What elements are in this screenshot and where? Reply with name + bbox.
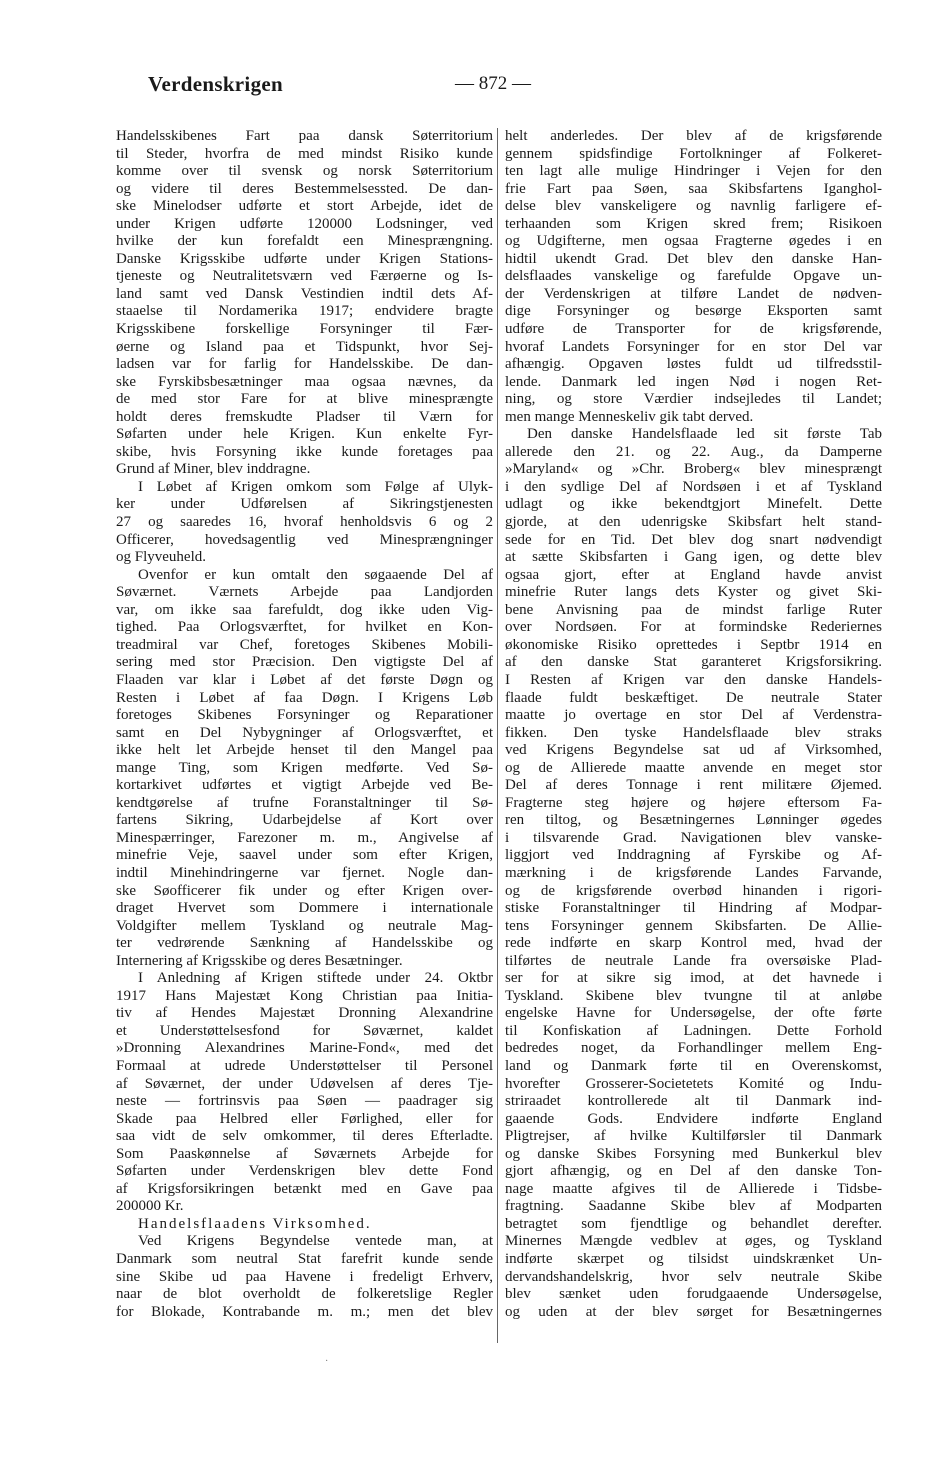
text-line: for Blokade, Kontrabande m. m.; men det blev [116, 1303, 493, 1320]
text-line: ske Fyrskibsbesætninger maa ogsaa nævnes, da [116, 373, 493, 390]
text-line: gjorde, at den udenrigske Skibsfart helt stand- [505, 514, 882, 531]
text-line: tighed. Paa Orlogsværftet, for hvilket en Kon- [116, 619, 493, 636]
text-line: fikken. Den tyske Handelsflaade blev straks [505, 724, 882, 741]
text-line: Skade paa Helbred eller Førlighed, eller for [116, 1110, 493, 1127]
text-line: og danske Skibes Forsyning med Bunkerkul blev [505, 1145, 882, 1162]
text-line: Minespærringer, Farezoner m. m., Angivelse af [116, 829, 493, 846]
text-line: 200000 Kr. [116, 1198, 184, 1215]
text-line: delsflaades vanskelige og farefulde Opgave un- [505, 268, 882, 285]
text-line: Minernes Mængde vedblev at øges, og Tyskland [505, 1233, 882, 1250]
text-line: »Dronning Alexandrines Marine-Fond«, med det [116, 1040, 493, 1057]
text-line: mærkning i de krigsførende Landes Farvande, [505, 864, 882, 881]
text-line: og uden at der blev sørget for Besætningernes [505, 1303, 882, 1320]
text-line: Officerer, hovedsagentlig ved Minesprængninger [116, 531, 493, 548]
text-line: striraadet kontrollerede alt til Danmark ind- [505, 1093, 882, 1110]
text-line: »Maryland« og »Chr. Broberg« blev minesprængt [505, 461, 882, 478]
text-line: Fragterne steg højere og højere eftersom Fa- [505, 794, 882, 811]
text-line: samt en Del Nybygninger af Orlogsværftet, et [116, 724, 493, 741]
text-line: I Anledning af Krigen stiftede under 24. Oktbr [138, 970, 493, 987]
text-line: økonomiske Risiko oprettedes i Septbr 1914 en [505, 636, 882, 653]
text-line: gennem spidsfindige Fortolkninger af Folkeret- [505, 145, 882, 162]
page-header [116, 70, 876, 104]
text-line: Internering af Krigsskibe og deres Besætninger. [116, 952, 403, 969]
text-line: dige Forsyninger og besørge Eksporten samt [505, 303, 882, 320]
text-line: 1917 Hans Majestæt Kong Christian paa Initia- [116, 987, 493, 1004]
text-line: ladsen var for farlig for Handelsskibe. De dan- [116, 356, 493, 373]
text-line: rede indførte en skarp Kontrol med, hvad der [505, 935, 882, 952]
text-line: Grund af Miner, blev inddragne. [116, 461, 311, 478]
text-line: af Søværnet, der under Udøvelsen af deres Tje- [116, 1075, 493, 1092]
print-speck: · [325, 1356, 329, 1367]
text-line: udføre de Transporter for de krigsførende, [505, 321, 882, 338]
text-line: allerede den 21. og 22. Aug., da Damperne [505, 443, 882, 460]
text-line: Søfarten under Verdenskrigen blev dette Fond [116, 1163, 493, 1180]
text-line: Flaaden var klar i Løbet af det første Døgn og [116, 671, 493, 688]
text-line: hvoraf Landets Forsyninger for en stor Del var [505, 338, 882, 355]
text-line: ikke helt let Arbejde henset til den Mangel paa [116, 742, 493, 759]
text-line: under Krigen udførte 120000 Lodsninger, ved [116, 215, 493, 232]
text-line: komme over til svensk og norsk Søterritorium [116, 163, 493, 180]
text-line: dervandshandelskrig, hvor selv neutrale Skibe [505, 1268, 882, 1285]
text-line: lende. Danmark led ingen Nød i nogen Ret- [505, 373, 882, 390]
text-line: og de Allierede maatte anvende en meget stor [505, 759, 882, 776]
text-line: og videre til deres Bestemmelsessted. De dan- [116, 180, 493, 197]
text-line: ske Minelodser udførte et stort Arbejde, idet de [116, 198, 493, 215]
text-line: og de krigsførende overbød hinanden i rigori- [505, 882, 882, 899]
text-line: gjort afhængig, og en Del af den danske Ton- [505, 1163, 882, 1180]
text-line: tjeneste og Neutralitetsværn ved Færøerne og Is- [116, 268, 493, 285]
text-line: Pligtrejser, af hvilke Kultilførsler til Danmark [505, 1128, 882, 1145]
text-line: I Resten af Krigen var den danske Handels- [505, 671, 882, 688]
text-line: ved Krigens Begyndelse sat ud af Virksomhed, [505, 742, 882, 759]
text-line: land samt ved Dansk Vestindien indtil dets Af- [116, 285, 493, 302]
text-line: naar de blot overholdt de folkeretslige Regler [116, 1286, 493, 1303]
text-line: minefrie Veje, saavel under som efter Krigen, [116, 847, 493, 864]
text-line: af den danske Stat garanteret Krigsforsikring. [505, 654, 882, 671]
text-line: udlagt og ikke bekendtgjort Minefelt. Dette [505, 496, 882, 513]
text-line: kortarkivet udførtes et vigtigt Arbejde ved Be- [116, 777, 493, 794]
text-line: ske Søofficerer fik under og efter Krigen over- [116, 882, 493, 899]
text-line: sede for en Tid. Det blev dog snart nødvendigt [505, 531, 882, 548]
text-line: betragtet som fjendtlige og behandlet derefter. [505, 1215, 882, 1232]
text-line: sine Skibe ud paa Havene i fredeligt Erhverv, [116, 1268, 493, 1285]
text-line: Krigsskibene forskellige Forsyninger til Fær- [116, 321, 493, 338]
text-line: Formaal at udrede Understøttelser til Personel [116, 1057, 493, 1074]
page-number: — 872 — [455, 73, 531, 94]
text-line: liggjort ved Inddragning af Fyrskibe og Af- [505, 847, 882, 864]
text-line: land og Danmark førte til en Overenskomst, [505, 1057, 882, 1074]
text-line: at sætte Skibsfarten i Gang igen, og dette blev [505, 549, 882, 566]
text-line: afhængig. Opgaven løstes fuldt ud tilfredsstil- [505, 356, 882, 373]
text-line: neste — fortrinsvis paa Søen — paadrager sig [116, 1093, 493, 1110]
text-line: Resten i Løbet af faa Døgn. I Krigens Løb [116, 689, 493, 706]
text-line: tiv af Hendes Majestæt Dronning Alexandrine [116, 1005, 493, 1022]
text-line: tilførtes de neutrale Lande fra oversøiske Plad- [505, 952, 882, 969]
text-line: sering med stor Præcision. Den vigtigste Del af [116, 654, 493, 671]
text-line: holdt deres fremskudte Pladser til Værn for [116, 408, 493, 425]
text-line: helt anderledes. Der blev af de krigsførende [505, 128, 882, 144]
text-line: over Nordsøen. For at formindske Rederiernes [505, 619, 882, 636]
text-line: blev sænket uden forudgaaende Undersøgelse, [505, 1286, 882, 1303]
text-line: Tyskland. Skibene blev tvungne til at anløbe [505, 987, 882, 1004]
text-line: gaaende Gods. Endvidere indførte England [505, 1110, 882, 1127]
text-line: engelske Havne for Undersøgelse, der ofte førte [505, 1005, 882, 1022]
text-line: Del af deres Tonnage i rent militære Øjemed. [505, 777, 882, 794]
text-line: ten lagt alle mulige Hindringer i Vejen for den [505, 163, 882, 180]
right-text-column [505, 128, 882, 1321]
text-line: indførte skærpet og tilsidst uindskrænket Un- [505, 1251, 882, 1267]
text-line: minefrie Ruter langs dets Kyster og givet Ski- [505, 584, 882, 601]
text-line: Voldgifter mellem Tyskland og neutrale Mag- [116, 917, 493, 934]
text-line: nage maatte afgives til de Allierede i Tidsbe- [505, 1180, 882, 1197]
text-line: stiske Foranstaltninger til Hindring af Modpar- [505, 900, 882, 917]
text-line: foretoges Skibenes Forsyninger og Reparationer [116, 707, 493, 724]
text-line: Søværnet. Værnets Arbejde paa Landjorden [116, 584, 493, 601]
text-line: flaade fuldt beskæftiget. De neutrale Stater [505, 689, 882, 706]
text-line: til Konfiskation af Ladningen. Dette Forhold [505, 1022, 882, 1039]
text-line: saa vidt de selv omkommer, til deres Efterladte. [116, 1128, 493, 1145]
column-divider [497, 128, 498, 1343]
section-heading: Handelsflaadens Virksomhed. [138, 1215, 372, 1232]
text-line: fragtning. Saadanne Skibe blev af Modparten [505, 1198, 882, 1215]
text-line: af Krigsforsikringen betænkt med en Gave paa [116, 1180, 493, 1197]
text-line: tens Forsyninger gennem Skibsfarten. De Allie- [505, 917, 882, 934]
text-line: kendtgørelse af trufne Foranstaltninger til Sø- [116, 794, 493, 811]
text-line: der Verdenskrigen at tilføre Landet de nødven- [505, 285, 882, 302]
text-line: I Løbet af Krigen omkom som Følge af Ulyk- [138, 478, 493, 495]
text-line: i den sydlige Del af Nordsøen i et af Tyskland [505, 478, 882, 495]
text-line: bedredes noget, da Forhandlinger mellem Eng- [505, 1040, 882, 1057]
text-line: hidtil ukendt Grad. Det blev den danske Han- [505, 250, 882, 267]
text-line: 27 og saaredes 16, hvoraf henholdsvis 6 og 2 [116, 514, 493, 531]
text-line: Som Paaskønnelse af Søværnets Arbejde for [116, 1145, 493, 1162]
text-line: terhaanden som Krigen skred frem; Risikoen [505, 215, 882, 232]
text-line: maatte jo overtage en stor Del af Verdenstra- [505, 707, 882, 724]
text-line: et Understøttelsesfond for Søværnet, kaldet [116, 1022, 493, 1039]
text-line: men mange Menneskeliv gik tabt derved. [505, 408, 754, 425]
text-line: og Flyveuheld. [116, 549, 206, 566]
text-line: hvorefter Grosserer-Societetets Komité og Indu- [505, 1075, 882, 1092]
text-line: Handelsskibenes Fart paa dansk Søterritorium [116, 128, 493, 144]
text-line: til Steder, hvorfra de med mindst Risiko kunde [116, 145, 493, 162]
text-line: Danmark som neutral Stat farefrit kunde sende [116, 1251, 493, 1267]
text-line: draget Hvervet som Dommere i internationale [116, 900, 493, 917]
text-line: Ved Krigens Begyndelse ventede man, at [138, 1233, 493, 1250]
text-line: treadmiral var Chef, foretoges Skibenes Mobili- [116, 636, 493, 653]
text-line: ter vedrørende Sænkning af Handelsskibe og [116, 935, 493, 952]
text-line: de med stor Fare for at blive minesprængte [116, 391, 493, 408]
text-line: ker under Udførelsen af Sikringstjenesten [116, 496, 493, 513]
text-line: delse blev vanskeligere og navnlig farligere ef- [505, 198, 882, 215]
text-line: ren tiltog, og Besætningernes Lønninger øgedes [505, 812, 882, 829]
text-line: Den danske Handelsflaade led sit første Tab [527, 426, 882, 443]
text-line: Søfarten under hele Krigen. Kun enkelte Fyr- [116, 426, 493, 443]
text-line: Danske Krigsskibe udførte under Krigen Stations- [116, 250, 493, 267]
text-line: Ovenfor er kun omtalt den søgaaende Del af [138, 566, 493, 583]
left-text-column [116, 128, 493, 1321]
text-line: fartens Sikring, Udarbejdelse af Kort over [116, 812, 493, 829]
text-line: i tilsvarende Grad. Navigationen blev vanske- [505, 829, 882, 846]
text-line: frie Fart paa Søen, saa Skibsfartens Iganghol- [505, 180, 882, 197]
text-line: ning, og store Værdier indsejledes til Landet; [505, 391, 882, 408]
text-line: hvilke der kun forefaldt een Minesprængning. [116, 233, 493, 250]
text-line: og Udgifterne, men ogsaa Fragterne øgedes i en [505, 233, 882, 250]
text-line: skibe, hvis Forsyning ikke kunde foretages paa [116, 443, 493, 460]
text-line: var, om ikke saa farefuldt, dog ikke uden Vig- [116, 601, 493, 618]
text-line: mange Ting, som Krigen medførte. Ved Sø- [116, 759, 493, 776]
running-title: Verdenskrigen [148, 72, 283, 96]
text-line: staaelse til Nordamerika 1917; endvidere bragte [116, 303, 493, 320]
text-line: indtil Minehindringerne var fjernet. Nogle dan- [116, 864, 493, 881]
text-line: ogsaa gjort, efter at England havde anvist [505, 566, 882, 583]
text-line: øerne og Island paa et Tidspunkt, hvor Sej- [116, 338, 493, 355]
text-line: ser for at sikre sig imod, at det havnede i [505, 970, 882, 987]
text-line: bene Anvisning paa de mindst farlige Ruter [505, 601, 882, 618]
